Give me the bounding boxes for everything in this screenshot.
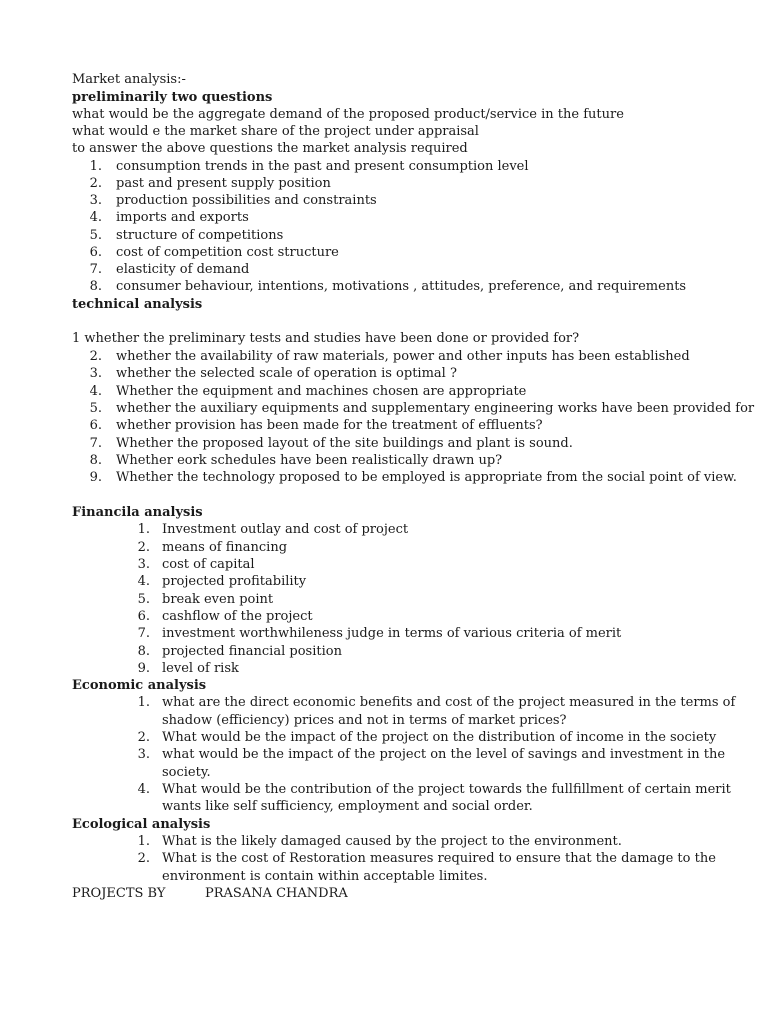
financial-title: Financila analysis [72,505,203,520]
economic-title: Economic analysis [72,678,207,693]
market-subtitle: preliminarily two questions [72,90,273,105]
market-question-1: what would be the aggregate demand of the proposed product/service in the future [72,107,624,122]
technical-item-1: 1 whether the preliminary tests and studies have been done or provided for? [72,331,580,346]
market-title: Market analysis:- [72,72,186,87]
footer-author: PRASANA CHANDRA [205,886,348,901]
market-intro: to answer the above questions the market analysis required [72,141,468,156]
footer-label: PROJECTS BY [72,886,166,901]
technical-title: technical analysis [72,297,203,312]
document-page: Market analysis:- preliminarily two questions what would be the aggregate demand of the proposed product/service in the future what would e the market share of the project under appraisal to answer the above questions the market analysis required 1. consumption trends in the past and present consumption level 2. past and present supply position 3. production possibilities and constraints 4. imports and exports 5. structure of competitions 6. cost of competition cost structure 7. elasticity of demand 8. consumer behaviour, intentions, motivations , attitudes, preference, and requirements technical analysis 1 whether the preliminary tests and studies have been done or provided for? 2. whether the availability of raw materials, power and other inputs has been established 3. whether the selected scale of operation is optimal ? 4. Whether the equipment and machines chosen are appropriate 5. whether the auxiliary equipments and supplementary engineering works have been provided for 6. whether provision has been made for the treatment of effluents? 7. Whether the proposed layout of the site buildings and plant is sound. 8. Whether eork schedules have been realistically drawn up? 9. Whether the technology proposed to be employed is appropriate from the social point of view. Financila analysis 1. Investment outlay and cost of project 2. means of financing 3. cost of capital 4. projected profitability 5. break even point 6. cashflow of the project 7. investment worthwhileness judge in terms of various criteria of merit 8. projected financial position 9. level of risk Economic analysis 1. what are the direct economic benefits and cost of the project measured in the terms of shadow (efficiency) prices and not in terms of market prices? 2. What would be the impact of the project on the distribution of income in the society 3. what would be the impact of the project on the level of savings and investment in the society. 4. What would be the contribution of the project towards the fullfillment of certain merit wants like self sufficiency, employment and social order. Ecological analysis 1. What is the likely damaged caused by the project to the environment. 2. What is the cost of Restoration measures required to ensure that the damage to the environment is contain within acceptable limites. PROJECTS BY PRASANA CHANDRA [72,72,755,901]
market-question-2: what would e the market share of the project under appraisal [72,124,479,139]
ecological-title: Ecological analysis [72,817,211,832]
